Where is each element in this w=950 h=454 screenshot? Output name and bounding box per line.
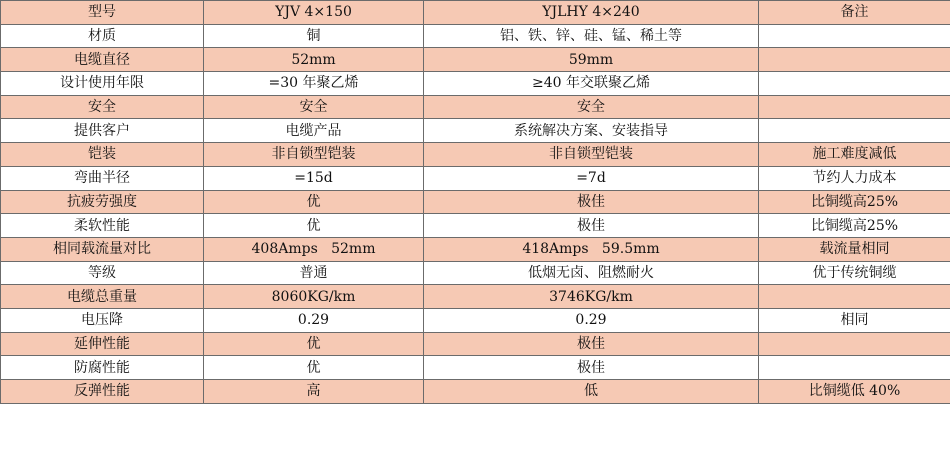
table-row [1, 380, 950, 404]
table-row [1, 332, 950, 356]
yjlhy-value-cell: 0.29 [424, 308, 759, 332]
remark-cell [759, 356, 950, 380]
table-body [1, 1, 950, 404]
yjlhy-value-cell: 59mm [424, 48, 759, 72]
row-label-cell: 延伸性能 [1, 332, 204, 356]
yjlhy-value-cell: 安全 [424, 95, 759, 119]
yjlhy-value-cell: 极佳 [424, 356, 759, 380]
table-row [1, 72, 950, 96]
row-label-cell: 材质 [1, 24, 204, 48]
table-row [1, 308, 950, 332]
table-row [1, 48, 950, 72]
yjv-value-cell: =30 年聚乙烯 [204, 72, 424, 96]
yjv-value-cell: 安全 [204, 95, 424, 119]
table-row [1, 285, 950, 309]
remark-cell [759, 285, 950, 309]
yjlhy-value-cell: 418Amps 59.5mm [424, 237, 759, 261]
yjv-value-cell: =15d [204, 166, 424, 190]
row-label-cell: 柔软性能 [1, 214, 204, 238]
remark-cell [759, 48, 950, 72]
yjv-value-cell: 普通 [204, 261, 424, 285]
row-label-cell: 相同载流量对比 [1, 237, 204, 261]
remark-cell: 相同 [759, 308, 950, 332]
yjv-value-cell: 408Amps 52mm [204, 237, 424, 261]
table-row [1, 356, 950, 380]
remark-cell: 施工难度减低 [759, 143, 950, 167]
remark-cell: 节约人力成本 [759, 166, 950, 190]
row-label-cell: 防腐性能 [1, 356, 204, 380]
table-row [1, 237, 950, 261]
row-label-cell: 电缆直径 [1, 48, 204, 72]
row-label-cell: 提供客户 [1, 119, 204, 143]
yjlhy-value-cell: 非自锁型铠装 [424, 143, 759, 167]
yjv-value-cell: 8060KG/km [204, 285, 424, 309]
row-label-cell: 反弹性能 [1, 380, 204, 404]
yjv-value-cell: 铜 [204, 24, 424, 48]
yjlhy-value-cell: 系统解决方案、安装指导 [424, 119, 759, 143]
table-row [1, 119, 950, 143]
yjlhy-value-cell: 铝、铁、锌、硅、锰、稀土等 [424, 24, 759, 48]
remark-cell: 备注 [759, 1, 950, 25]
row-label-cell: 弯曲半径 [1, 166, 204, 190]
remark-cell [759, 119, 950, 143]
yjv-value-cell: 非自锁型铠装 [204, 143, 424, 167]
row-label-cell: 等级 [1, 261, 204, 285]
row-label-cell: 铠装 [1, 143, 204, 167]
table-row [1, 24, 950, 48]
remark-cell [759, 72, 950, 96]
table-row [1, 190, 950, 214]
yjv-value-cell: 优 [204, 356, 424, 380]
table-row [1, 261, 950, 285]
yjlhy-value-cell: 3746KG/km [424, 285, 759, 309]
row-label-cell: 电缆总重量 [1, 285, 204, 309]
table-row [1, 214, 950, 238]
yjv-value-cell: 电缆产品 [204, 119, 424, 143]
row-label-cell: 抗疲劳强度 [1, 190, 204, 214]
yjv-value-cell: 优 [204, 190, 424, 214]
yjlhy-value-cell: 极佳 [424, 332, 759, 356]
remark-cell: 优于传统铜缆 [759, 261, 950, 285]
yjv-value-cell: YJV 4×150 [204, 1, 424, 25]
yjlhy-value-cell: ≥40 年交联聚乙烯 [424, 72, 759, 96]
yjlhy-value-cell: YJLHY 4×240 [424, 1, 759, 25]
table-row [1, 95, 950, 119]
remark-cell: 比铜缆低 40% [759, 380, 950, 404]
remark-cell: 载流量相同 [759, 237, 950, 261]
remark-cell: 比铜缆高25% [759, 190, 950, 214]
table-row [1, 166, 950, 190]
remark-cell [759, 24, 950, 48]
remark-cell [759, 332, 950, 356]
yjv-value-cell: 0.29 [204, 308, 424, 332]
row-label-cell: 型号 [1, 1, 204, 25]
row-label-cell: 电压降 [1, 308, 204, 332]
yjlhy-value-cell: 低 [424, 380, 759, 404]
row-label-cell: 安全 [1, 95, 204, 119]
yjv-value-cell: 优 [204, 332, 424, 356]
yjlhy-value-cell: =7d [424, 166, 759, 190]
remark-cell [759, 95, 950, 119]
table-row [1, 1, 950, 25]
yjlhy-value-cell: 极佳 [424, 214, 759, 238]
yjlhy-value-cell: 低烟无卤、阻燃耐火 [424, 261, 759, 285]
yjlhy-value-cell: 极佳 [424, 190, 759, 214]
yjv-value-cell: 52mm [204, 48, 424, 72]
table-row [1, 143, 950, 167]
remark-cell: 比铜缆高25% [759, 214, 950, 238]
yjv-value-cell: 高 [204, 380, 424, 404]
row-label-cell: 设计使用年限 [1, 72, 204, 96]
yjv-value-cell: 优 [204, 214, 424, 238]
